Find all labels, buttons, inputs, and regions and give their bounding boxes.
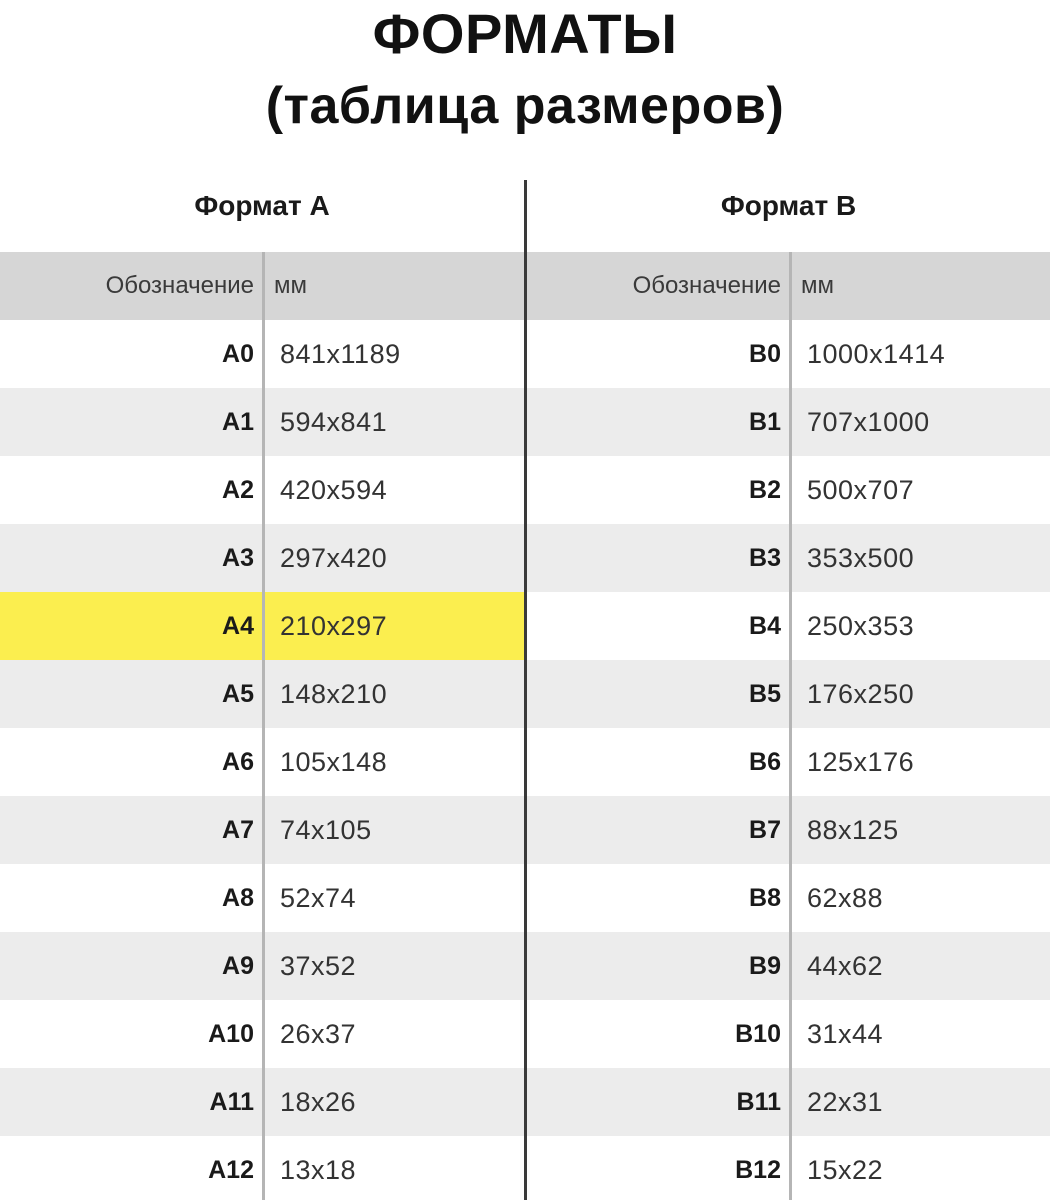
format-size-mm: 18x26 bbox=[280, 1087, 357, 1117]
format-b-panel bbox=[527, 180, 1050, 1200]
format-size-mm: 44x62 bbox=[807, 951, 884, 981]
format-size-mm: 125x176 bbox=[807, 747, 915, 777]
format-size-mm: 210x297 bbox=[280, 611, 388, 641]
format-size-mm: 52x74 bbox=[280, 883, 357, 913]
format-designation: А4 bbox=[222, 612, 254, 640]
format-designation: А9 bbox=[222, 952, 254, 980]
format-designation: А2 bbox=[222, 476, 254, 504]
format-designation: А10 bbox=[208, 1020, 254, 1048]
format-designation: В0 bbox=[749, 340, 781, 368]
format-size-mm: 13x18 bbox=[280, 1155, 357, 1185]
format-designation: В12 bbox=[735, 1156, 781, 1184]
format-size-mm: 297x420 bbox=[280, 543, 388, 573]
page-subtitle: (таблица размеров) bbox=[265, 77, 785, 135]
format-designation: В3 bbox=[749, 544, 781, 572]
format-size-mm: 26x37 bbox=[280, 1019, 357, 1049]
format-a-column-divider bbox=[262, 252, 265, 1200]
format-size-mm: 15x22 bbox=[807, 1155, 884, 1185]
format-size-mm: 353x500 bbox=[807, 543, 915, 573]
format-designation: В11 bbox=[736, 1088, 781, 1116]
mm-header: мм bbox=[274, 272, 307, 299]
format-designation: В8 bbox=[749, 884, 781, 912]
format-size-mm: 22x31 bbox=[807, 1087, 884, 1117]
format-designation: А8 bbox=[222, 884, 254, 912]
format-designation: В9 bbox=[749, 952, 781, 980]
format-designation: А5 bbox=[222, 680, 254, 708]
format-size-mm: 88x125 bbox=[807, 815, 899, 845]
format-a-panel bbox=[0, 180, 524, 1200]
format-designation: А6 bbox=[222, 748, 254, 776]
format-size-mm: 37x52 bbox=[280, 951, 357, 981]
format-designation: А1 bbox=[222, 408, 254, 436]
format-size-mm: 1000x1414 bbox=[807, 339, 946, 369]
format-designation: В2 bbox=[749, 476, 781, 504]
format-size-mm: 176x250 bbox=[807, 679, 915, 709]
format-designation: В1 bbox=[749, 408, 781, 436]
format-designation: А12 bbox=[208, 1156, 254, 1184]
format-designation: А0 bbox=[222, 340, 254, 368]
format-designation: В7 bbox=[749, 816, 781, 844]
format-size-mm: 420x594 bbox=[280, 475, 388, 505]
format-size-mm: 500x707 bbox=[807, 475, 915, 505]
format-size-mm: 707x1000 bbox=[807, 407, 930, 437]
format-designation: А11 bbox=[209, 1088, 254, 1116]
format-designation: В6 bbox=[749, 748, 781, 776]
page-title: ФОРМАТЫ bbox=[372, 2, 678, 65]
mm-header: мм bbox=[801, 272, 834, 299]
format-size-mm: 74x105 bbox=[280, 815, 372, 845]
format-size-mm: 841x1189 bbox=[280, 339, 401, 369]
format-designation: В4 bbox=[749, 612, 781, 640]
format-size-mm: 594x841 bbox=[280, 407, 388, 437]
format-size-mm: 148x210 bbox=[280, 679, 388, 709]
format-designation: В5 bbox=[749, 680, 781, 708]
format-a-title: Формат А bbox=[194, 190, 330, 221]
designation-header: Обозначение bbox=[105, 272, 254, 299]
format-designation: А7 bbox=[222, 816, 254, 844]
designation-header: Обозначение bbox=[632, 272, 781, 299]
format-size-mm: 250x353 bbox=[807, 611, 915, 641]
format-designation: А3 bbox=[222, 544, 254, 572]
format-size-mm: 105x148 bbox=[280, 747, 388, 777]
format-b-column-divider bbox=[789, 252, 792, 1200]
format-b-title: Формат В bbox=[720, 190, 857, 221]
format-size-mm: 31x44 bbox=[807, 1019, 884, 1049]
format-designation: В10 bbox=[735, 1020, 781, 1048]
format-size-mm: 62x88 bbox=[807, 883, 884, 913]
